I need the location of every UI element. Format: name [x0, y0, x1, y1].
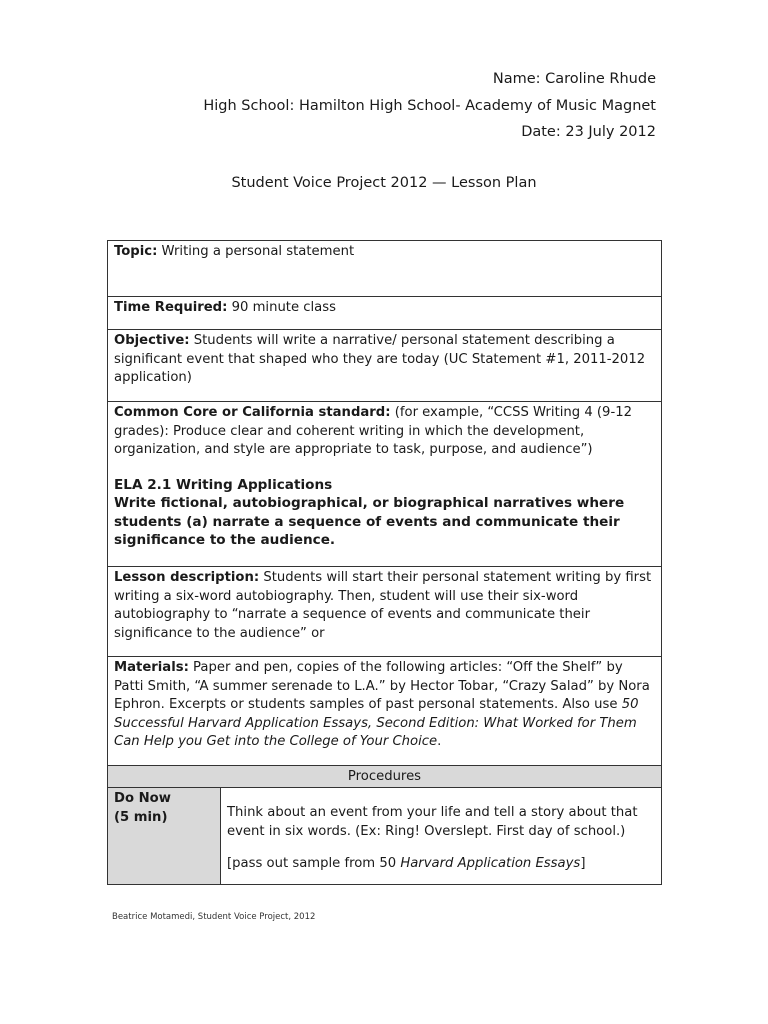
pass-out-line: [227, 855, 655, 874]
topic-label: Topic:: [114, 244, 158, 259]
do-now-text: Think about an event from your life and tell a story about that event in six words. (Ex: Ring! Overslept. First day of school.): [227, 805, 638, 839]
time-row: [108, 297, 662, 330]
standard-text: (for example, “CCSS Writing 4 (9-12 grades): Produce clear and coherent writing in which the development, organization, and style are appropriate to task, purpose, and audience”): [114, 405, 632, 457]
materials-end: .: [437, 734, 442, 749]
time-text: 90 minute class: [227, 300, 337, 315]
lesson-label: Lesson description:: [114, 570, 260, 585]
pass-out-suffix: ]: [580, 856, 586, 871]
procedures-header-row: [108, 766, 662, 788]
do-now-label: Do Now: [114, 791, 171, 806]
do-now-content: [221, 788, 662, 885]
lesson-row: [108, 567, 662, 657]
topic-text: Writing a personal statement: [157, 244, 355, 259]
do-now-row: [108, 788, 662, 885]
materials-text: Paper and pen, copies of the following articles: “Off the Shelf” by Patti Smith, “A summer serenade to L.A.” by Hector Tobar, “Crazy Salad” by Nora Ephron. Excerpts or students samples of past personal statements. Also use: [114, 660, 650, 712]
school-line: High School: Hamilton High School- Academy of Music Magnet: [203, 97, 656, 114]
date-line: Date: 23 July 2012: [521, 124, 656, 140]
procedures-heading: Procedures: [108, 766, 662, 788]
objective-label: Objective:: [114, 333, 190, 348]
ela-text: Write fictional, autobiographical, or biographical narratives where students (a) narrate a sequence of events and communicate their significance to the audience.: [114, 495, 625, 548]
ela-heading: ELA 2.1 Writing Applications: [114, 476, 333, 493]
objective-text: Students will write a narrative/ personal statement describing a significant event that shaped who they are today (UC Statement #1, 2011-2012 application): [114, 333, 646, 385]
lesson-text: Students will start their personal statement writing by first writing a six-word autobiography. Then, student will use their six-word autobiography to “narrate a sequence of events and communicate their significance to the audience” or: [114, 570, 652, 641]
materials-row: [108, 657, 662, 766]
standard-row: [108, 402, 662, 567]
footer-credit: Beatrice Motamedi, Student Voice Project, 2012: [112, 912, 316, 922]
objective-row: [108, 330, 662, 402]
time-label: Time Required:: [114, 300, 228, 315]
lesson-plan-table: [107, 240, 662, 885]
pass-out-prefix: [pass out sample from 50: [227, 856, 401, 871]
pass-out-title: Harvard Application Essays: [400, 856, 581, 871]
header-block: [203, 66, 656, 146]
standard-label: Common Core or California standard:: [114, 405, 391, 420]
do-now-time: (5 min): [114, 809, 168, 825]
topic-row: [108, 241, 662, 297]
do-now-cell: [108, 788, 221, 885]
document-title: Student Voice Project 2012 — Lesson Plan: [231, 175, 537, 191]
materials-book-title: 50 Successful Harvard Application Essays, Second Edition: What Worked for Them Can Help you Get into the College of Your Choice: [114, 697, 639, 749]
name-line: Name: Caroline Rhude: [492, 71, 656, 87]
materials-label: Materials:: [114, 660, 189, 675]
